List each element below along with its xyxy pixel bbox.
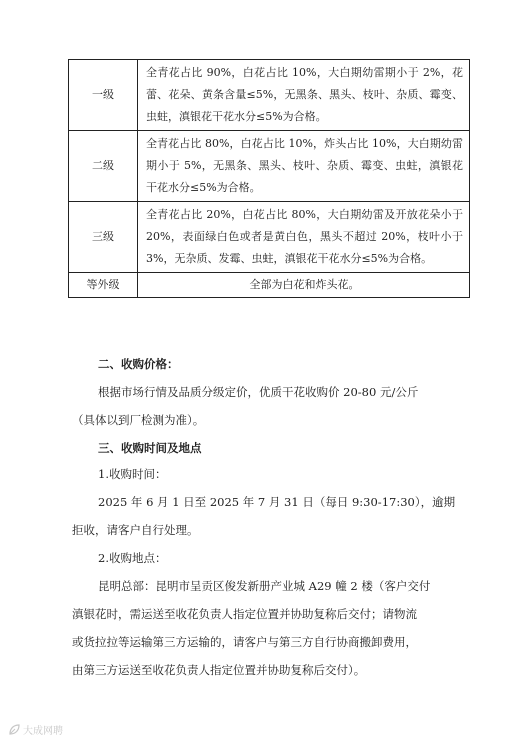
grade-description: 全青花占比 20%，白花占比 80%，大白期幼雷及开放花朵小于 20%，表面绿白色或者是黄白色，黑头不超过 20%，枝叶小于 3%，无杂质、发霉、虫蛀，滇银花干花水分≤5%为合格。 — [138, 202, 470, 273]
grade-description: 全青花占比 90%，白花占比 10%，大白期幼雷期小于 2%，花蕾、花朵、黄条含量≤5%，无黑条、黑头、枝叶、杂质、霉变、虫蛀，滇银花干花水分≤5%为合格。 — [138, 60, 470, 131]
address-text-line: 滇银花时，需运送至收花负责人指定位置并协助复称后交付；请物流 — [72, 607, 417, 621]
subheading-time: 1.收购时间： — [98, 467, 167, 481]
table-row — [69, 60, 470, 131]
time-text-line: 2025 年 6 月 1 日至 2025 年 7 月 31 日（每日 9:30-17:30），逾期 — [98, 495, 456, 509]
price-text-line: 根据市场行情及品质分级定价，优质干花收购价 20-80 元/公斤 — [98, 385, 419, 399]
grade-name: 等外级 — [69, 273, 138, 298]
watermark — [8, 722, 63, 737]
table-row — [69, 202, 470, 273]
grade-table — [68, 59, 470, 298]
table-row — [69, 273, 470, 298]
section-heading-time-place: 三、收购时间及地点 — [98, 441, 202, 455]
address-text-line: 或货拉拉等运输第三方运输的，请客户与第三方自行协商搬卸费用， — [72, 635, 417, 649]
grade-description: 全青花占比 80%，白花占比 10%，炸头占比 10%，大白期幼雷期小于 5%，无黑条、黑头、枝叶、杂质、霉变、虫蛀，滇银花干花水分≤5%为合格。 — [138, 131, 470, 202]
leaf-logo-icon — [8, 724, 20, 736]
price-text-line: （具体以到厂检测为准）。 — [72, 413, 205, 427]
subheading-place: 2.收购地点： — [98, 551, 167, 565]
grade-name: 一级 — [69, 60, 138, 131]
address-text-line: 由第三方运送至收花负责人指定位置并协助复称后交付）。 — [72, 663, 366, 677]
grade-name: 二级 — [69, 131, 138, 202]
time-text-line: 拒收，请客户自行处理。 — [72, 523, 199, 537]
grade-description: 全部为白花和炸头花。 — [138, 273, 470, 298]
address-text-line: 昆明总部：昆明市呈贡区俊发新册产业城 A29 幢 2 楼（客户交付 — [98, 579, 431, 593]
grade-name: 三级 — [69, 202, 138, 273]
table-row — [69, 131, 470, 202]
watermark-text: 大成网聘 — [23, 726, 63, 737]
section-heading-price: 二、收购价格： — [98, 357, 179, 371]
